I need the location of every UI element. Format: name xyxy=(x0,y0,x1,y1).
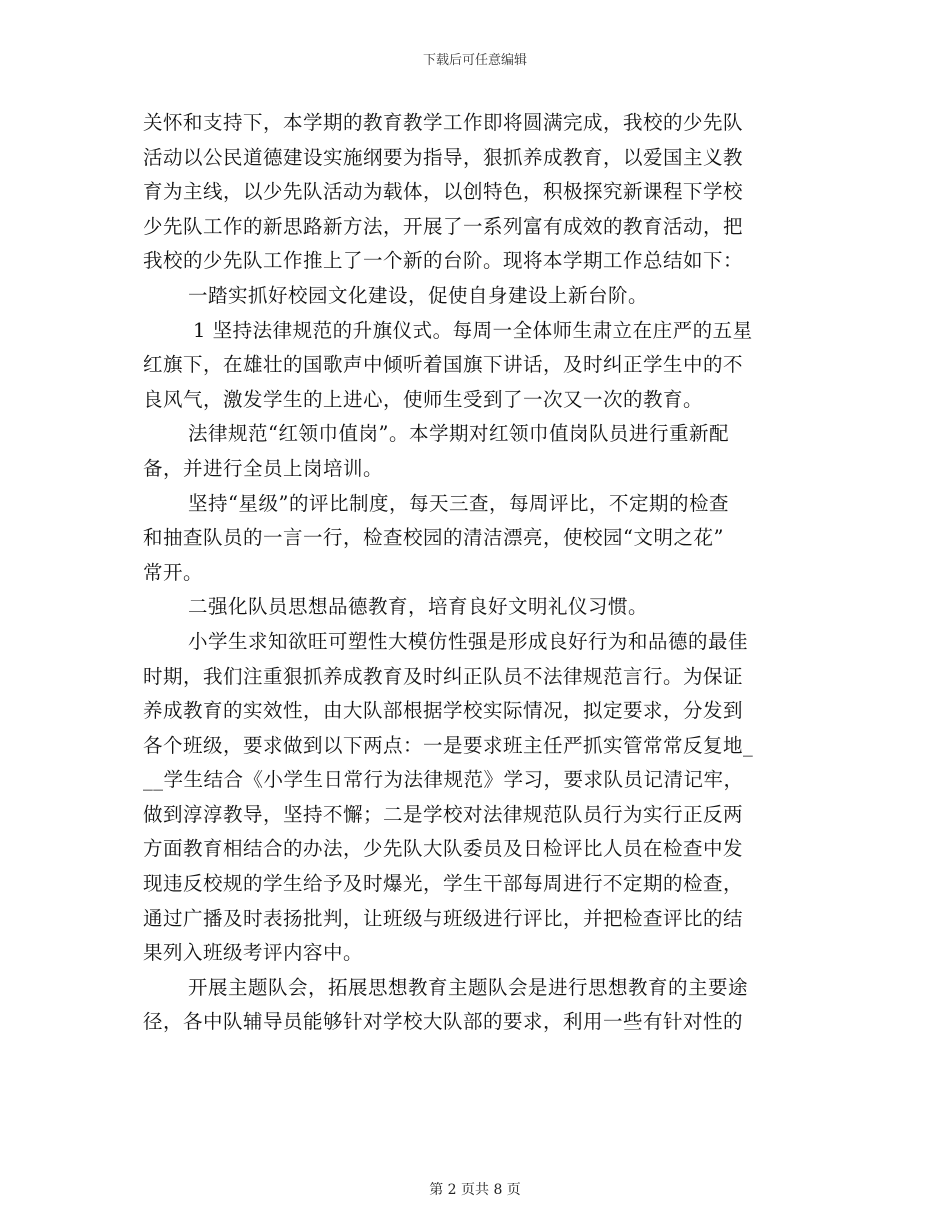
text-line: 时期，我们注重狠抓养成教育及时纠正队员不法律规范言行。为保证 xyxy=(143,664,744,688)
text-line: 方面教育相结合的办法，少先队大队委员及日检评比人员在检查中发 xyxy=(143,837,744,861)
text-line: 做到淳淳教导，坚持不懈；二是学校对法律规范队员行为实行正反两 xyxy=(143,802,744,826)
text-line: 常开。 xyxy=(143,560,204,584)
text-line: 果列入班级考评内容中。 xyxy=(143,941,364,965)
text-line: 关怀和支持下，本学期的教育教学工作即将圆满完成，我校的少先队 xyxy=(143,111,744,134)
text-line: 红旗下，在雄壮的国歌声中倾听着国旗下讲话，及时纠正学生中的不 xyxy=(143,353,744,377)
text-line: 少先队工作的新思路新方法，开展了一系列富有成效的教育活动，把 xyxy=(143,214,744,238)
text-line: 各个班级，要求做到以下两点：一是要求班主任严抓实管常常反复地_ xyxy=(143,733,754,757)
text-line: 和抽查队员的一言一行，检查校园的清洁漂亮，使校园“文明之花” xyxy=(143,526,724,550)
text-line: 活动以公民道德建设实施纲要为指导，狠抓养成教育，以爱国主义教 xyxy=(143,145,744,169)
text-line: 良风气，激发学生的上进心，使师生受到了一次又一次的教育。 xyxy=(143,387,704,411)
text-line: 二强化队员思想品德教育，培育良好文明礼仪习惯。 xyxy=(188,595,649,619)
text-line: 通过广播及时表扬批判，让班级与班级进行评比，并把检查评比的结 xyxy=(143,906,744,930)
text-line: 育为主线，以少先队活动为载体，以创特色，积极探究新课程下学校 xyxy=(143,180,744,204)
text-line: 坚持“星级”的评比制度，每天三查，每周评比，不定期的检查 xyxy=(188,491,729,515)
text-line: 径，各中队辅导员能够针对学校大队部的要求，利用一些有针对性的 xyxy=(143,1010,744,1034)
text-line: 备，并进行全员上岗培训。 xyxy=(143,456,384,480)
document-body xyxy=(143,106,803,1040)
text-line: 1 坚持法律规范的升旗仪式。每周一全体师生肃立在庄严的五星 xyxy=(193,318,753,342)
text-line: 一踏实抓好校园文化建设，促使自身建设上新台阶。 xyxy=(188,283,649,307)
text-line: 现违反校规的学生给予及时爆光，学生干部每周进行不定期的检查， xyxy=(143,872,744,896)
text-line: 法律规范“红领巾值岗”。本学期对红领巾值岗队员进行重新配 xyxy=(188,422,729,446)
page-header: 下载后可任意编辑 xyxy=(422,53,527,68)
page-number: 第 2 页共 8 页 xyxy=(429,1182,521,1198)
text-line: 开展主题队会，拓展思想教育主题队会是进行思想教育的主要途 xyxy=(188,975,749,999)
text-line: __学生结合《小学生日常行为法律规范》学习，要求队员记清记牢， xyxy=(143,768,744,792)
text-line: 我校的少先队工作推上了一个新的台阶。现将本学期工作总结如下： xyxy=(143,249,744,273)
text-line: 小学生求知欲旺可塑性大模仿性强是形成良好行为和品德的最佳 xyxy=(188,629,749,653)
text-line: 养成教育的实效性，由大队部根据学校实际情况，拟定要求，分发到 xyxy=(143,699,744,723)
